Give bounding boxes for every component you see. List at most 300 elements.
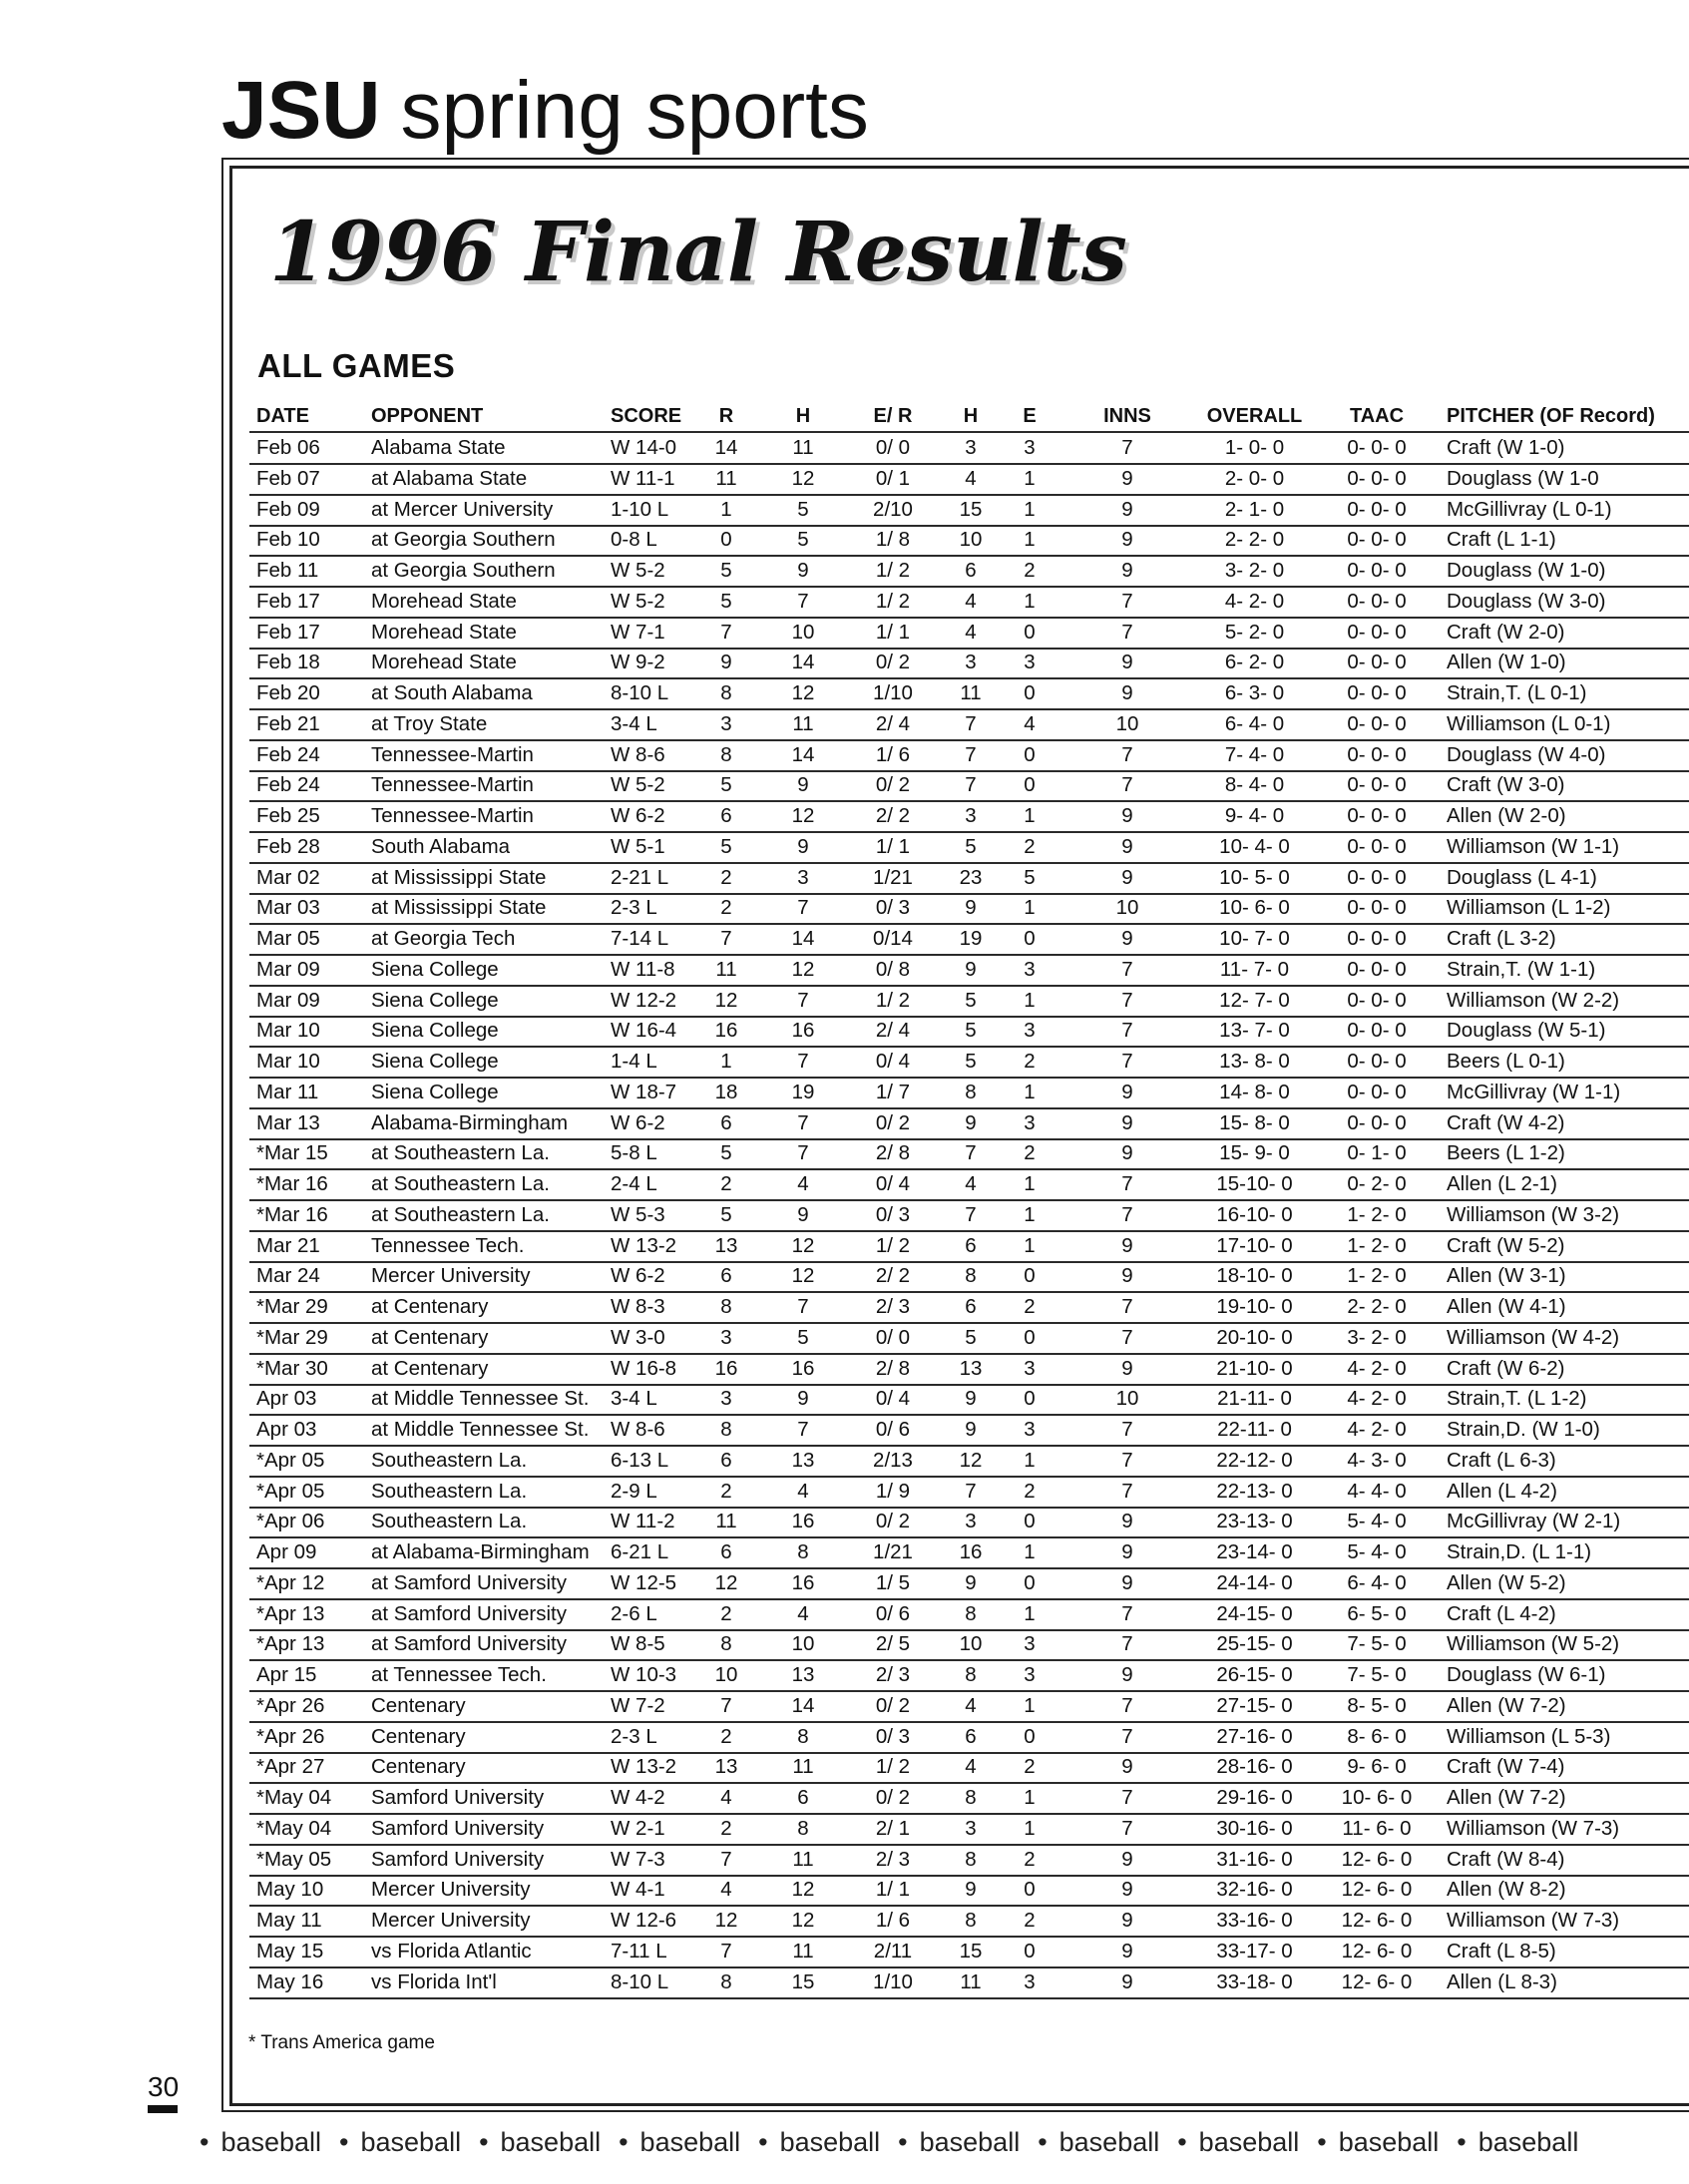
cell-taac-record: 0- 0- 0 — [1347, 436, 1407, 459]
cell-runs: 7 — [720, 1940, 732, 1963]
cell-opponent: vs Florida Atlantic — [371, 1940, 532, 1963]
bullet-icon: • — [1038, 2127, 1048, 2157]
cell-errors: 0 — [1024, 681, 1036, 704]
cell-opponent: Siena College — [371, 1081, 499, 1103]
cell-overall-record: 27-15- 0 — [1216, 1694, 1293, 1717]
cell-errors-runs: 1/ 6 — [875, 1909, 911, 1932]
cell-score: W 5-3 — [611, 1203, 665, 1226]
footer-strip-item — [479, 2122, 601, 2162]
page-header — [221, 65, 869, 156]
cell-taac-record: 0- 0- 0 — [1347, 1081, 1407, 1103]
bullet-icon: • — [479, 2127, 489, 2157]
cell-errors: 3 — [1024, 1111, 1036, 1134]
column-header-hits-allowed: H — [963, 405, 979, 427]
cell-innings: 9 — [1121, 927, 1133, 950]
cell-hits-allowed: 6 — [965, 1725, 977, 1748]
cell-taac-record: 0- 1- 0 — [1347, 1141, 1407, 1164]
table-row — [249, 740, 1689, 772]
cell-taac-record: 11- 6- 0 — [1342, 1817, 1412, 1840]
cell-pitcher: Strain,T. (L 1-2) — [1447, 1387, 1587, 1410]
cell-taac-record: 8- 5- 0 — [1347, 1694, 1407, 1717]
cell-innings: 9 — [1121, 528, 1133, 551]
cell-runs: 7 — [720, 927, 732, 950]
cell-errors: 1 — [1024, 989, 1036, 1012]
cell-score: 2-3 L — [611, 1725, 657, 1748]
bullet-icon: • — [758, 2127, 768, 2157]
cell-pitcher: Allen (W 1-0) — [1447, 651, 1566, 673]
cell-errors: 2 — [1024, 559, 1036, 582]
cell-hits-allowed: 7 — [965, 773, 977, 796]
cell-errors: 3 — [1024, 1663, 1036, 1686]
cell-score: 7-14 L — [611, 927, 669, 950]
cell-errors-runs: 1/ 2 — [875, 1234, 911, 1257]
table-row — [249, 1599, 1689, 1631]
cell-runs: 8 — [720, 1418, 732, 1441]
cell-hits: 14 — [791, 927, 815, 950]
cell-taac-record: 7- 5- 0 — [1347, 1632, 1407, 1655]
cell-hits: 12 — [791, 467, 815, 490]
cell-opponent: Southeastern La. — [371, 1480, 528, 1503]
cell-errors-runs: 0/ 2 — [875, 773, 911, 796]
cell-opponent: at Mississippi State — [371, 896, 547, 919]
cell-opponent: at Georgia Southern — [371, 559, 556, 582]
cell-date: *Apr 13 — [256, 1632, 325, 1655]
cell-opponent: at Middle Tennessee St. — [371, 1418, 590, 1441]
table-row — [249, 832, 1689, 864]
cell-pitcher: Williamson (L 0-1) — [1447, 712, 1611, 735]
cell-overall-record: 4- 2- 0 — [1224, 590, 1285, 613]
cell-score: 6-13 L — [611, 1449, 669, 1472]
cell-hits-allowed: 15 — [959, 1940, 983, 1963]
cell-hits: 14 — [791, 651, 815, 673]
cell-overall-record: 18-10- 0 — [1216, 1264, 1293, 1287]
cell-overall-record: 6- 3- 0 — [1224, 681, 1285, 704]
cell-hits-allowed: 10 — [959, 528, 983, 551]
cell-runs: 11 — [715, 467, 737, 490]
footer-strip-item — [200, 2122, 321, 2162]
cell-date: *Apr 06 — [256, 1510, 325, 1532]
cell-taac-record: 0- 0- 0 — [1347, 559, 1407, 582]
cell-hits-allowed: 4 — [965, 590, 977, 613]
cell-hits: 12 — [791, 804, 815, 827]
cell-score: 2-21 L — [611, 866, 669, 889]
cell-innings: 7 — [1121, 436, 1133, 459]
cell-innings: 7 — [1121, 1449, 1133, 1472]
cell-runs: 11 — [715, 1510, 737, 1532]
cell-hits: 11 — [792, 712, 814, 735]
cell-opponent: at Mercer University — [371, 498, 554, 521]
cell-pitcher: Strain,D. (W 1-0) — [1447, 1418, 1600, 1441]
cell-hits-allowed: 13 — [959, 1357, 983, 1380]
cell-taac-record: 3- 2- 0 — [1347, 1326, 1407, 1349]
cell-overall-record: 26-15- 0 — [1216, 1663, 1293, 1686]
cell-score: W 14-0 — [611, 436, 677, 459]
cell-hits: 7 — [797, 1295, 809, 1318]
cell-date: Apr 03 — [256, 1387, 317, 1410]
cell-pitcher: Craft (L 4-2) — [1447, 1602, 1556, 1625]
table-row — [249, 1323, 1689, 1355]
cell-pitcher: Douglass (W 1-0) — [1447, 559, 1606, 582]
cell-errors: 2 — [1024, 1295, 1036, 1318]
cell-overall-record: 16-10- 0 — [1216, 1203, 1293, 1226]
section-title: ALL GAMES — [257, 347, 456, 384]
cell-taac-record: 0- 0- 0 — [1347, 804, 1407, 827]
table-row — [249, 1845, 1689, 1877]
cell-score: W 8-5 — [611, 1632, 665, 1655]
cell-errors: 3 — [1024, 1970, 1036, 1993]
table-row — [249, 924, 1689, 956]
cell-date: Feb 07 — [256, 467, 320, 490]
cell-pitcher: Craft (W 2-0) — [1447, 621, 1565, 644]
cell-hits: 5 — [797, 528, 809, 551]
cell-hits: 9 — [797, 559, 809, 582]
cell-hits: 15 — [791, 1970, 815, 1993]
cell-date: Feb 24 — [256, 743, 320, 766]
cell-taac-record: 0- 0- 0 — [1347, 528, 1407, 551]
footer-strip-label: baseball — [639, 2127, 741, 2157]
cell-pitcher: Allen (W 3-1) — [1447, 1264, 1566, 1287]
cell-taac-record: 0- 0- 0 — [1347, 773, 1407, 796]
cell-score: W 12-2 — [611, 989, 677, 1012]
cell-score: W 16-8 — [611, 1357, 677, 1380]
cell-date: *Apr 13 — [256, 1602, 325, 1625]
cell-hits-allowed: 12 — [959, 1449, 983, 1472]
column-header-innings: INNS — [1103, 405, 1151, 427]
cell-score: W 7-3 — [611, 1848, 665, 1871]
cell-date: *Apr 27 — [256, 1755, 325, 1778]
cell-runs: 14 — [714, 436, 738, 459]
cell-runs: 18 — [714, 1081, 738, 1103]
table-row — [249, 556, 1689, 588]
cell-errors: 3 — [1024, 436, 1036, 459]
page-number-bar — [148, 2105, 178, 2113]
cell-taac-record: 6- 4- 0 — [1347, 1571, 1407, 1594]
table-row — [249, 648, 1689, 679]
cell-runs: 8 — [720, 1632, 732, 1655]
cell-taac-record: 12- 6- 0 — [1341, 1878, 1413, 1901]
cell-innings: 9 — [1121, 804, 1133, 827]
cell-opponent: Morehead State — [371, 621, 517, 644]
cell-hits-allowed: 4 — [965, 1694, 977, 1717]
cell-pitcher: Douglass (W 5-1) — [1447, 1019, 1606, 1042]
cell-hits-allowed: 11 — [960, 681, 982, 704]
cell-date: Feb 11 — [256, 559, 319, 582]
cell-errors: 3 — [1024, 1418, 1036, 1441]
cell-opponent: at Tennessee Tech. — [371, 1663, 547, 1686]
cell-hits-allowed: 9 — [965, 1418, 977, 1441]
cell-score: 3-4 L — [611, 712, 657, 735]
cell-innings: 9 — [1121, 1111, 1133, 1134]
cell-runs: 12 — [714, 1571, 738, 1594]
cell-innings: 7 — [1121, 743, 1133, 766]
table-row — [249, 1415, 1689, 1447]
cell-runs: 2 — [720, 1172, 732, 1195]
cell-pitcher: Strain,T. (W 1-1) — [1447, 958, 1596, 981]
column-header-errors-runs: E/ R — [873, 405, 913, 427]
cell-date: Apr 03 — [256, 1418, 317, 1441]
cell-overall-record: 13- 7- 0 — [1219, 1019, 1290, 1042]
cell-errors-runs: 1/10 — [873, 1970, 913, 1993]
cell-errors: 4 — [1024, 712, 1036, 735]
cell-hits-allowed: 7 — [965, 743, 977, 766]
cell-pitcher: Williamson (L 5-3) — [1447, 1725, 1611, 1748]
cell-hits: 7 — [797, 1141, 809, 1164]
cell-hits-allowed: 3 — [965, 804, 977, 827]
cell-hits-allowed: 5 — [965, 835, 977, 858]
table-row — [249, 1875, 1689, 1907]
cell-hits-allowed: 9 — [965, 896, 977, 919]
cell-hits: 19 — [791, 1081, 815, 1103]
cell-overall-record: 9- 4- 0 — [1224, 804, 1285, 827]
footer-strip-item — [1177, 2122, 1299, 2162]
column-header-pitcher: PITCHER (OF Record) — [1447, 405, 1655, 427]
cell-date: Mar 21 — [256, 1234, 320, 1257]
cell-overall-record: 5- 2- 0 — [1224, 621, 1285, 644]
cell-pitcher: Douglass (W 4-0) — [1447, 743, 1606, 766]
bullet-icon: • — [898, 2127, 908, 2157]
cell-overall-record: 33-18- 0 — [1216, 1970, 1293, 1993]
cell-hits-allowed: 4 — [965, 1755, 977, 1778]
cell-pitcher: Strain,T. (L 0-1) — [1447, 681, 1587, 704]
cell-hits-allowed: 5 — [965, 1019, 977, 1042]
cell-innings: 9 — [1121, 1755, 1133, 1778]
cell-innings: 9 — [1121, 1663, 1133, 1686]
cell-errors: 0 — [1024, 1571, 1036, 1594]
cell-innings: 7 — [1121, 590, 1133, 613]
cell-date: *May 05 — [256, 1848, 332, 1871]
cell-score: W 5-1 — [611, 835, 665, 858]
cell-score: 2-3 L — [611, 896, 657, 919]
cell-overall-record: 2- 2- 0 — [1224, 528, 1285, 551]
footer-strip-label: baseball — [220, 2127, 322, 2157]
cell-taac-record: 0- 0- 0 — [1347, 651, 1407, 673]
table-row — [249, 1200, 1689, 1232]
cell-date: Feb 17 — [256, 590, 320, 613]
cell-pitcher: McGillivray (L 0-1) — [1447, 498, 1612, 521]
cell-score: W 5-2 — [611, 773, 665, 796]
cell-score: W 18-7 — [611, 1081, 677, 1103]
cell-taac-record: 0- 0- 0 — [1347, 1019, 1407, 1042]
cell-hits: 10 — [791, 1632, 815, 1655]
table-row — [249, 1722, 1689, 1754]
cell-overall-record: 27-16- 0 — [1216, 1725, 1293, 1748]
column-header-score: SCORE — [611, 405, 682, 427]
cell-errors: 2 — [1024, 835, 1036, 858]
cell-pitcher: Strain,D. (L 1-1) — [1447, 1540, 1592, 1563]
cell-overall-record: 1- 0- 0 — [1224, 436, 1285, 459]
cell-overall-record: 14- 8- 0 — [1219, 1081, 1290, 1103]
cell-hits-allowed: 3 — [965, 436, 977, 459]
table-row — [249, 1814, 1689, 1846]
table-row — [249, 1783, 1689, 1815]
cell-runs: 8 — [720, 681, 732, 704]
cell-pitcher: Douglass (W 6-1) — [1447, 1663, 1606, 1686]
cell-errors: 0 — [1024, 1510, 1036, 1532]
cell-opponent: at Centenary — [371, 1295, 489, 1318]
footer-strip-label: baseball — [500, 2127, 602, 2157]
cell-hits-allowed: 8 — [965, 1786, 977, 1809]
cell-hits: 14 — [791, 743, 815, 766]
cell-pitcher: Williamson (W 5-2) — [1447, 1632, 1620, 1655]
cell-errors: 0 — [1024, 743, 1036, 766]
cell-opponent: at Centenary — [371, 1357, 489, 1380]
cell-date: Feb 17 — [256, 621, 320, 644]
cell-opponent: Centenary — [371, 1755, 466, 1778]
cell-taac-record: 7- 5- 0 — [1347, 1663, 1407, 1686]
cell-overall-record: 30-16- 0 — [1216, 1817, 1293, 1840]
cell-pitcher: Craft (L 1-1) — [1447, 528, 1556, 551]
cell-score: W 8-6 — [611, 743, 665, 766]
cell-score: W 6-2 — [611, 804, 665, 827]
cell-taac-record: 1- 2- 0 — [1347, 1234, 1407, 1257]
cell-hits-allowed: 9 — [965, 1878, 977, 1901]
cell-hits-allowed: 7 — [965, 1141, 977, 1164]
table-row — [249, 678, 1689, 710]
cell-taac-record: 1- 2- 0 — [1347, 1264, 1407, 1287]
cell-taac-record: 4- 4- 0 — [1347, 1480, 1407, 1503]
cell-innings: 7 — [1121, 773, 1133, 796]
cell-hits: 8 — [797, 1725, 809, 1748]
cell-errors-runs: 1/ 7 — [875, 1081, 911, 1103]
cell-pitcher: Allen (W 5-2) — [1447, 1571, 1566, 1594]
table-row — [249, 1354, 1689, 1386]
cell-innings: 7 — [1121, 1725, 1133, 1748]
cell-opponent: vs Florida Int'l — [371, 1970, 497, 1993]
column-header-opponent: OPPONENT — [371, 405, 484, 427]
cell-hits-allowed: 7 — [965, 1203, 977, 1226]
table-row — [249, 1047, 1689, 1079]
cell-date: Mar 02 — [256, 866, 320, 889]
cell-innings: 7 — [1121, 1326, 1133, 1349]
cell-errors-runs: 0/ 0 — [875, 436, 911, 459]
cell-errors-runs: 1/ 1 — [875, 1878, 911, 1901]
cell-pitcher: Craft (W 8-4) — [1447, 1848, 1565, 1871]
cell-errors-runs: 1/ 2 — [875, 989, 911, 1012]
cell-date: *Apr 05 — [256, 1480, 325, 1503]
cell-errors: 1 — [1024, 498, 1036, 521]
cell-overall-record: 6- 2- 0 — [1224, 651, 1285, 673]
cell-score: W 8-3 — [611, 1295, 665, 1318]
cell-hits-allowed: 11 — [960, 1970, 982, 1993]
cell-errors: 1 — [1024, 1602, 1036, 1625]
cell-pitcher: Williamson (L 1-2) — [1447, 896, 1611, 919]
column-header-taac-record: TAAC — [1349, 405, 1405, 427]
table-row — [249, 1292, 1689, 1324]
cell-hits-allowed: 4 — [965, 621, 977, 644]
cell-date: *Mar 16 — [256, 1172, 328, 1195]
footer-strip-item — [898, 2122, 1020, 2162]
cell-overall-record: 12- 7- 0 — [1219, 989, 1290, 1012]
cell-date: May 16 — [256, 1970, 324, 1993]
cell-innings: 7 — [1121, 1418, 1133, 1441]
cell-taac-record: 0- 0- 0 — [1347, 621, 1407, 644]
cell-pitcher: Williamson (W 3-2) — [1447, 1203, 1620, 1226]
cell-date: Mar 24 — [256, 1264, 320, 1287]
cell-errors: 1 — [1024, 1203, 1036, 1226]
cell-score: W 8-6 — [611, 1418, 665, 1441]
cell-date: Feb 06 — [256, 436, 320, 459]
table-row — [249, 1078, 1689, 1109]
cell-overall-record: 10- 6- 0 — [1219, 896, 1290, 919]
cell-errors-runs: 2/ 5 — [875, 1632, 911, 1655]
cell-opponent: Centenary — [371, 1694, 466, 1717]
table-row — [249, 1568, 1689, 1600]
cell-taac-record: 0- 0- 0 — [1347, 1111, 1407, 1134]
cell-opponent: at Middle Tennessee St. — [371, 1387, 590, 1410]
cell-innings: 10 — [1115, 896, 1139, 919]
cell-errors-runs: 0/ 6 — [875, 1418, 911, 1441]
cell-runs: 2 — [720, 1817, 732, 1840]
cell-overall-record: 20-10- 0 — [1216, 1326, 1293, 1349]
cell-errors-runs: 0/ 2 — [875, 1786, 911, 1809]
cell-runs: 13 — [714, 1234, 738, 1257]
cell-hits-allowed: 3 — [965, 651, 977, 673]
cell-date: May 10 — [256, 1878, 324, 1901]
cell-errors-runs: 1/ 1 — [875, 621, 911, 644]
cell-hits-allowed: 4 — [965, 1172, 977, 1195]
cell-runs: 5 — [720, 835, 732, 858]
cell-score: W 7-2 — [611, 1694, 665, 1717]
cell-hits-allowed: 8 — [965, 1264, 977, 1287]
cell-taac-record: 0- 0- 0 — [1347, 681, 1407, 704]
cell-opponent: at Alabama State — [371, 467, 528, 490]
cell-opponent: Morehead State — [371, 590, 517, 613]
cell-overall-record: 8- 4- 0 — [1224, 773, 1285, 796]
cell-hits: 11 — [792, 1940, 814, 1963]
cell-hits: 16 — [791, 1510, 815, 1532]
cell-innings: 7 — [1121, 1786, 1133, 1809]
cell-errors-runs: 2/ 2 — [875, 1264, 911, 1287]
cell-hits: 12 — [791, 1878, 815, 1901]
table-row — [249, 1906, 1689, 1938]
cell-date: Feb 24 — [256, 773, 320, 796]
cell-hits-allowed: 15 — [959, 498, 983, 521]
cell-opponent: Mercer University — [371, 1878, 531, 1901]
cell-runs: 12 — [714, 989, 738, 1012]
cell-pitcher: Williamson (W 4-2) — [1447, 1326, 1620, 1349]
cell-errors: 1 — [1024, 1817, 1036, 1840]
table-row — [249, 986, 1689, 1018]
cell-pitcher: Craft (L 8-5) — [1447, 1940, 1556, 1963]
cell-opponent: Alabama State — [371, 436, 506, 459]
cell-pitcher: Allen (L 2-1) — [1447, 1172, 1557, 1195]
cell-hits: 12 — [791, 1264, 815, 1287]
table-row — [249, 1016, 1689, 1048]
cell-taac-record: 4- 3- 0 — [1347, 1449, 1407, 1472]
cell-date: Mar 11 — [256, 1081, 319, 1103]
cell-pitcher: Craft (W 4-2) — [1447, 1111, 1565, 1134]
cell-taac-record: 0- 0- 0 — [1347, 1050, 1407, 1073]
cell-score: W 6-2 — [611, 1264, 665, 1287]
cell-errors: 1 — [1024, 1449, 1036, 1472]
footer-strip-label: baseball — [779, 2127, 881, 2157]
cell-date: *Mar 29 — [256, 1295, 328, 1318]
cell-errors-runs: 2/ 8 — [875, 1357, 911, 1380]
cell-opponent: Southeastern La. — [371, 1449, 528, 1472]
table-row — [249, 1138, 1689, 1170]
table-row — [249, 495, 1689, 527]
cell-errors-runs: 1/ 2 — [875, 559, 911, 582]
cell-hits: 13 — [791, 1663, 815, 1686]
cell-runs: 7 — [720, 621, 732, 644]
cell-overall-record: 24-15- 0 — [1216, 1602, 1293, 1625]
cell-opponent: Tennessee-Martin — [371, 743, 534, 766]
cell-pitcher: Allen (L 8-3) — [1447, 1970, 1557, 1993]
cell-overall-record: 32-16- 0 — [1216, 1878, 1293, 1901]
cell-errors-runs: 0/ 3 — [875, 1203, 911, 1226]
cell-hits: 8 — [797, 1817, 809, 1840]
cell-score: W 12-5 — [611, 1571, 677, 1594]
